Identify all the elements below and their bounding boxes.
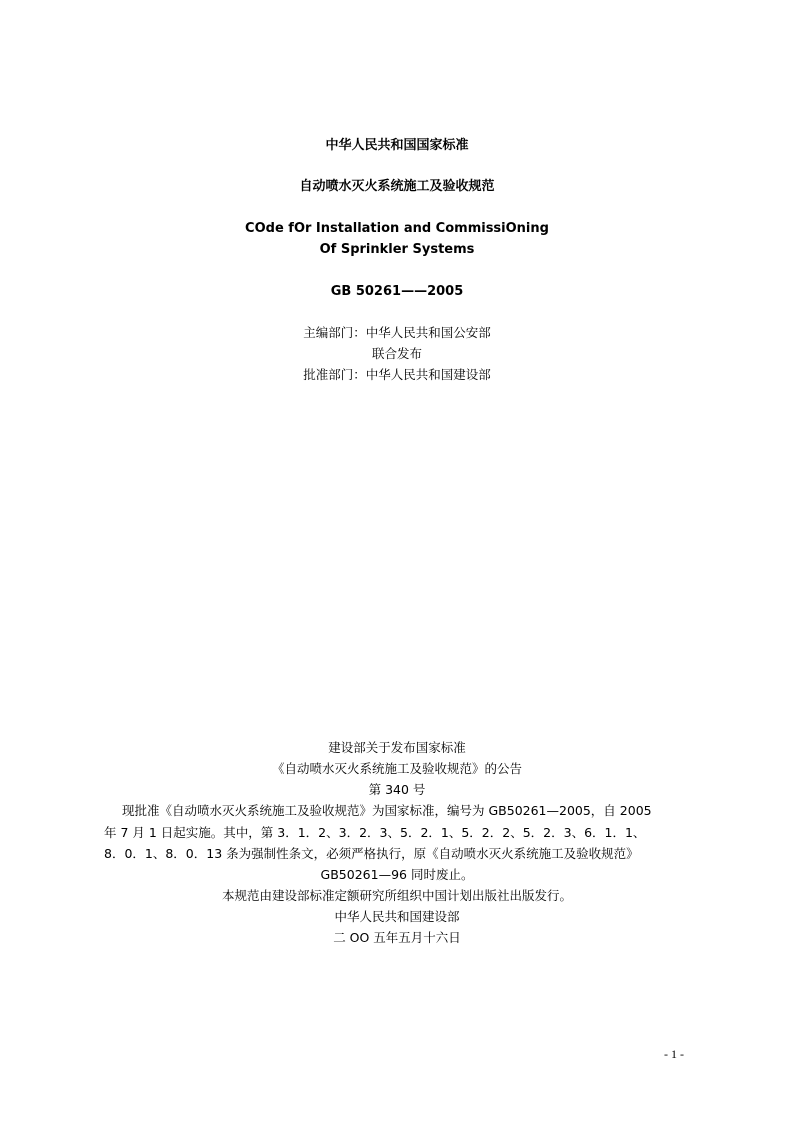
standard-code: GB 50261——2005 <box>330 284 464 299</box>
announcement-body-line4: GB50261—96 同时废止。 <box>320 867 474 882</box>
issuer: 中华人民共和国建设部 <box>334 909 460 924</box>
announcement-heading: 建设部关于发布国家标准 <box>328 740 466 755</box>
title-english-line1: COde fOr Installation and CommissiOning <box>245 221 549 236</box>
standard-type: 中华人民共和国国家标准 <box>325 138 469 153</box>
publishing-note: 本规范由建设部标准定额研究所组织中国计划出版社出版发行。 <box>221 888 572 903</box>
page-number: - 1 - <box>664 1047 684 1061</box>
announcement-body-line1: 现批准《自动喷水灭火系统施工及验收规范》为国家标准，编号为 GB50261—2005，自 2005 <box>122 803 652 818</box>
title-chinese: 自动喷水灭火系统施工及验收规范 <box>299 179 495 194</box>
announcement-subject: 《自动喷水灭火系统施工及验收规范》的公告 <box>271 761 522 776</box>
approver-department: 批准部门：中华人民共和国建设部 <box>303 367 491 382</box>
announcement-body-line3: 8．0．1、8．0．13 条为强制性条文，必须严格执行，原《自动喷水灭火系统施工及验收规范》 <box>104 846 639 861</box>
issue-date: 二 OO 五年五月十六日 <box>333 930 461 945</box>
editor-department: 主编部门：中华人民共和国公安部 <box>303 325 491 340</box>
title-english-line2: Of Sprinkler Systems <box>319 242 475 257</box>
announcement-body-line2: 年 7 月 1 日起实施。其中，第 3．1．2、3．2．3、5．2．1、5．2．2、5．2．3、6．1．1、 <box>104 825 646 840</box>
announcement-number: 第 340 号 <box>368 782 426 797</box>
joint-release: 联合发布 <box>371 346 422 361</box>
